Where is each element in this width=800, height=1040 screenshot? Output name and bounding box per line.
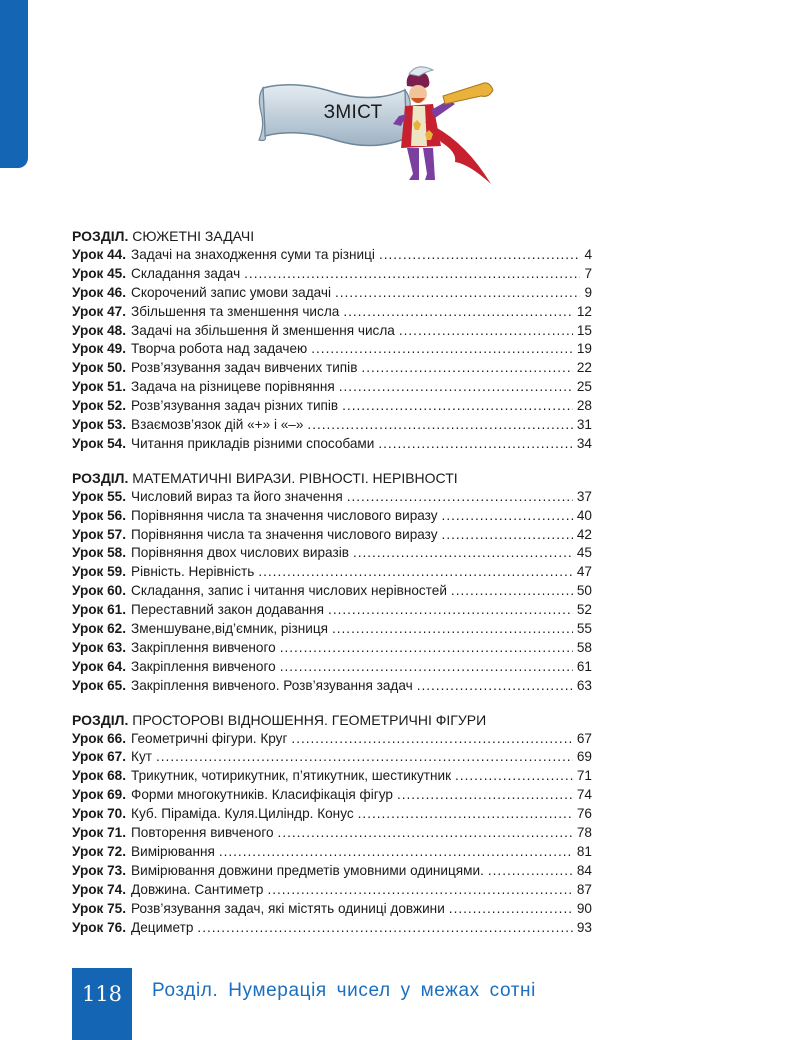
lesson-title: Порівняння двох числових виразів: [131, 545, 349, 561]
dot-leader: [291, 730, 572, 749]
page-number: 78: [576, 825, 592, 841]
page-number: 15: [576, 322, 592, 338]
lesson-title: Творча робота над задачею: [131, 341, 308, 357]
dot-leader: [156, 748, 573, 767]
page-number: 63: [576, 677, 592, 693]
lesson-title: Збільшення та зменшення числа: [131, 303, 340, 319]
page-number: 28: [576, 398, 592, 414]
page-number: 55: [576, 621, 592, 637]
lesson-title: Порівняння числа та значення числового виразу: [131, 507, 438, 523]
page-number: 22: [576, 360, 592, 376]
section-heading: [72, 468, 592, 488]
lesson-title: Взаємозв’язок дій «+» і «–»: [131, 417, 304, 433]
lesson-title: Закріплення вивченого. Розв’язування задач: [131, 677, 413, 693]
footer-page-number: 118: [81, 982, 123, 1006]
lesson-number: Урок 74.: [72, 881, 127, 897]
lesson-title: Трикутник, чотирикутник, п’ятикутник, шестикутник: [131, 768, 452, 784]
dot-leader: [442, 507, 573, 526]
section-spacer: [72, 696, 592, 710]
toc-entry: [72, 435, 592, 454]
lesson-title: Закріплення вивченого: [131, 658, 276, 674]
toc-entry: [72, 730, 592, 749]
dot-leader: [244, 265, 580, 284]
lesson-number: Урок 47.: [72, 303, 127, 319]
dot-leader: [332, 620, 573, 639]
lesson-number: Урок 68.: [72, 768, 127, 784]
section-keyword: РОЗДІЛ.: [72, 228, 129, 244]
lesson-number: Урок 76.: [72, 919, 127, 935]
dot-leader: [347, 488, 573, 507]
toc-section: [72, 226, 592, 454]
page-number: 90: [576, 900, 592, 916]
lesson-number: Урок 70.: [72, 806, 127, 822]
lesson-number: Урок 73.: [72, 862, 127, 878]
lesson-title: Форми многокутників. Класифікація фігур: [131, 787, 393, 803]
toc-entry: [72, 563, 592, 582]
toc-entry: [72, 824, 592, 843]
footer-page-box: [72, 968, 132, 1040]
toc-entry: [72, 544, 592, 563]
lesson-title: Задача на різницеве порівняння: [131, 379, 335, 395]
page-number: 47: [576, 564, 592, 580]
dot-leader: [442, 526, 573, 545]
lesson-title: Закріплення вивченого: [131, 639, 276, 655]
dot-leader: [335, 284, 580, 303]
lesson-number: Урок 69.: [72, 787, 127, 803]
lesson-title: Куб. Піраміда. Куля.Циліндр. Конус: [131, 806, 354, 822]
lesson-number: Урок 65.: [72, 677, 127, 693]
lesson-title: Рівність. Нерівність: [131, 564, 255, 580]
dot-leader: [311, 340, 573, 359]
section-heading: [72, 226, 592, 246]
toc-entry: [72, 246, 592, 265]
lesson-number: Урок 50.: [72, 360, 127, 376]
toc-entry: [72, 416, 592, 435]
page-number: 42: [576, 526, 592, 542]
page-number: 61: [576, 658, 592, 674]
lesson-number: Урок 59.: [72, 564, 127, 580]
toc-entry: [72, 303, 592, 322]
dot-leader: [488, 862, 573, 881]
lesson-number: Урок 51.: [72, 379, 127, 395]
lesson-title: Кут: [131, 749, 152, 765]
toc-entry: [72, 359, 592, 378]
dot-leader: [219, 843, 573, 862]
lesson-title: Задачі на знаходження суми та різниці: [131, 247, 375, 262]
lesson-number: Урок 44.: [72, 247, 127, 262]
dot-leader: [328, 601, 573, 620]
dot-leader: [280, 639, 573, 658]
lesson-number: Урок 57.: [72, 526, 127, 542]
lesson-title: Геометричні фігури. Круг: [131, 730, 288, 746]
page-number: 50: [576, 583, 592, 599]
lesson-number: Урок 66.: [72, 730, 127, 746]
lesson-title: Порівняння числа та значення числового виразу: [131, 526, 438, 542]
dot-leader: [379, 246, 580, 265]
lesson-title: Дециметр: [131, 919, 194, 935]
toc-entry: [72, 786, 592, 805]
lesson-number: Урок 45.: [72, 265, 127, 281]
lesson-title: Задачі на збільшення й зменшення числа: [131, 322, 395, 338]
dot-leader: [361, 359, 572, 378]
section-keyword: РОЗДІЛ.: [72, 711, 129, 728]
page-number: 34: [576, 435, 592, 451]
lesson-number: Урок 71.: [72, 825, 127, 841]
dot-leader: [258, 563, 573, 582]
page-number: 71: [576, 768, 592, 784]
lesson-title: Складання задач: [131, 265, 241, 281]
lesson-title: Зменшуване,від’ємник, різниця: [131, 621, 328, 637]
toc-entry: [72, 340, 592, 359]
page-number: 69: [576, 749, 592, 765]
lesson-number: Урок 67.: [72, 749, 127, 765]
toc-entry: [72, 526, 592, 545]
page-number: 9: [584, 284, 592, 300]
lesson-title: Переставний закон додавання: [131, 602, 325, 618]
lesson-title: Повторення вивченого: [131, 825, 274, 841]
page-number: 84: [576, 862, 592, 878]
toc-entry: [72, 507, 592, 526]
toc-entry: [72, 862, 592, 881]
page-number: 58: [576, 639, 592, 655]
section-title: ПРОСТОРОВІ ВІДНОШЕННЯ. ГЕОМЕТРИЧНІ ФІГУРИ: [132, 711, 487, 728]
dot-leader: [358, 805, 573, 824]
lesson-number: Урок 58.: [72, 545, 127, 561]
toc-entry: [72, 601, 592, 620]
toc-entry: [72, 620, 592, 639]
toc-entry: [72, 805, 592, 824]
page-number: 67: [576, 730, 592, 746]
footer-running-title: Розділ. Нумерація чисел у межах сотні: [152, 980, 536, 1001]
table-of-contents: [72, 226, 592, 937]
contents-banner: [255, 66, 505, 186]
lesson-number: Урок 72.: [72, 843, 127, 859]
section-title: СЮЖЕТНІ ЗАДАЧІ: [132, 228, 255, 244]
page-number: 40: [576, 507, 592, 523]
dot-leader: [339, 378, 573, 397]
toc-entry: [72, 397, 592, 416]
page-number: 12: [576, 303, 592, 319]
lesson-number: Урок 63.: [72, 639, 127, 655]
page-number: 74: [576, 787, 592, 803]
lesson-number: Урок 53.: [72, 417, 127, 433]
toc-section: [72, 710, 592, 938]
lesson-number: Урок 75.: [72, 900, 127, 916]
herald-trumpeter-icon: [385, 66, 500, 186]
dot-leader: [307, 416, 572, 435]
lesson-number: Урок 54.: [72, 435, 127, 451]
toc-entry: [72, 919, 592, 938]
dot-leader: [353, 544, 573, 563]
dot-leader: [343, 303, 573, 322]
toc-entry: [72, 900, 592, 919]
section-heading: [72, 710, 592, 730]
page-number: 4: [584, 247, 592, 262]
lesson-number: Урок 48.: [72, 322, 127, 338]
dot-leader: [399, 322, 573, 341]
dot-leader: [449, 900, 573, 919]
toc-entry: [72, 843, 592, 862]
page-number: 25: [576, 379, 592, 395]
lesson-title: Читання прикладів різними способами: [131, 435, 375, 451]
page-number: 19: [576, 341, 592, 357]
toc-entry: [72, 322, 592, 341]
lesson-title: Довжина. Сантиметр: [131, 881, 264, 897]
lesson-title: Числовий вираз та його значення: [131, 488, 343, 504]
page-number: 31: [576, 417, 592, 433]
lesson-title: Розв’язування задач різних типів: [131, 398, 339, 414]
lesson-number: Урок 64.: [72, 658, 127, 674]
page-number: 37: [576, 488, 592, 504]
toc-entry: [72, 677, 592, 696]
toc-entry: [72, 639, 592, 658]
lesson-number: Урок 62.: [72, 621, 127, 637]
toc-entry: [72, 767, 592, 786]
dot-leader: [280, 658, 573, 677]
page-number: 93: [576, 919, 592, 935]
lesson-number: Урок 46.: [72, 284, 127, 300]
toc-entry: [72, 881, 592, 900]
page-number: 87: [576, 881, 592, 897]
lesson-title: Вимірювання довжини предметів умовними одиницями.: [131, 862, 484, 878]
dot-leader: [342, 397, 573, 416]
dot-leader: [378, 435, 573, 454]
toc-entry: [72, 582, 592, 601]
toc-entry: [72, 265, 592, 284]
lesson-title: Розв’язування задач вивчених типів: [131, 360, 358, 376]
side-color-tab: [0, 0, 28, 168]
dot-leader: [197, 919, 572, 938]
toc-entry: [72, 284, 592, 303]
section-spacer: [72, 454, 592, 468]
page-number: 7: [584, 265, 592, 281]
lesson-title: Скорочений запис умови задачі: [131, 284, 331, 300]
toc-entry: [72, 658, 592, 677]
dot-leader: [455, 767, 573, 786]
dot-leader: [417, 677, 573, 696]
page-number: 81: [576, 843, 592, 859]
toc-entry: [72, 378, 592, 397]
lesson-number: Урок 55.: [72, 488, 127, 504]
toc-entry: [72, 748, 592, 767]
lesson-number: Урок 60.: [72, 583, 127, 599]
lesson-number: Урок 61.: [72, 602, 127, 618]
dot-leader: [267, 881, 572, 900]
toc-section: [72, 468, 592, 696]
lesson-number: Урок 52.: [72, 398, 127, 414]
lesson-number: Урок 49.: [72, 341, 127, 357]
lesson-title: Розв’язування задач, які містять одиниці довжини: [131, 900, 445, 916]
lesson-title: Вимірювання: [131, 843, 215, 859]
page-number: 45: [576, 545, 592, 561]
dot-leader: [397, 786, 573, 805]
dot-leader: [451, 582, 573, 601]
lesson-number: Урок 56.: [72, 507, 127, 523]
toc-entry: [72, 488, 592, 507]
dot-leader: [278, 824, 573, 843]
page-number: 76: [576, 806, 592, 822]
lesson-title: Складання, запис і читання числових нерівностей: [131, 583, 447, 599]
page-number: 52: [576, 602, 592, 618]
section-title: МАТЕМАТИЧНІ ВИРАЗИ. РІВНОСТІ. НЕРІВНОСТІ: [132, 469, 458, 486]
section-keyword: РОЗДІЛ.: [72, 469, 129, 486]
contents-title: ЗМІСТ: [323, 102, 383, 123]
